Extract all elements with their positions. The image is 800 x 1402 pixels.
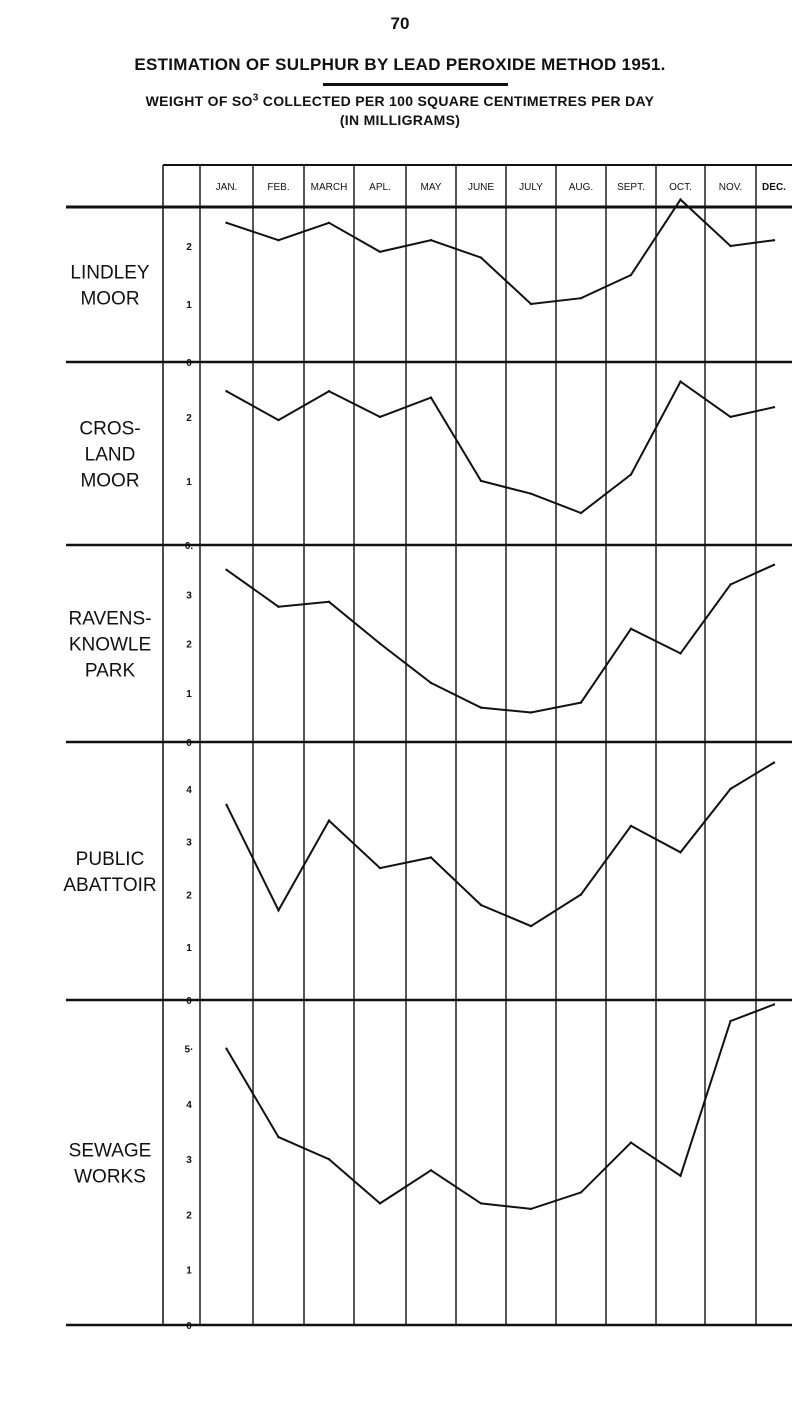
data-point <box>630 1141 632 1143</box>
month-label: JUNE <box>467 182 495 193</box>
data-point <box>225 390 227 392</box>
data-point <box>580 512 582 514</box>
y-tick-label: 3 <box>186 1155 192 1167</box>
data-point <box>630 825 632 827</box>
y-tick-label: 2 <box>186 639 192 651</box>
data-point <box>679 380 681 382</box>
data-point <box>530 303 532 305</box>
data-point <box>679 652 681 654</box>
data-point <box>530 1208 532 1210</box>
data-point <box>430 1169 432 1171</box>
month-label: DEC. <box>762 182 786 193</box>
y-tick-label: 4 <box>186 1099 192 1111</box>
month-label: MAY <box>420 182 442 193</box>
month-label: APL. <box>369 182 391 193</box>
data-point <box>379 642 381 644</box>
month-label: JAN. <box>215 182 238 193</box>
y-tick-label: 1 <box>186 1265 192 1277</box>
y-tick-label: 0 <box>186 358 192 369</box>
subtitle-units: (IN MILLIGRAMS) <box>339 112 461 128</box>
data-point <box>277 239 279 241</box>
y-tick-label: 2 <box>186 412 192 424</box>
y-tick-label: 1 <box>186 300 192 311</box>
y-tick-label: 0 <box>186 738 192 749</box>
data-point <box>430 682 432 684</box>
data-point <box>580 297 582 299</box>
data-point <box>277 419 279 421</box>
data-point <box>480 706 482 708</box>
data-point <box>729 245 731 247</box>
subtitle-prefix: WEIGHT OF SO <box>145 93 253 109</box>
y-tick-label: 0. <box>184 541 194 552</box>
month-label: MARCH <box>310 182 348 193</box>
y-tick-label: 2 <box>186 1210 192 1222</box>
y-tick-label: 3 <box>186 837 192 849</box>
data-point <box>530 493 532 495</box>
data-point <box>379 867 381 869</box>
y-tick-label: 1 <box>186 943 192 955</box>
series-line <box>227 1005 775 1209</box>
data-point <box>225 569 227 571</box>
month-label: NOV. <box>718 182 743 193</box>
y-tick-label: 0 <box>186 1321 192 1332</box>
data-point <box>225 222 227 224</box>
station-label: PUBLIC ABATTOIR <box>63 849 157 896</box>
data-point <box>773 564 775 566</box>
data-point <box>480 904 482 906</box>
data-point <box>225 1048 227 1050</box>
data-point <box>480 480 482 482</box>
data-point <box>729 1020 731 1022</box>
data-point <box>630 473 632 475</box>
y-tick-label: 1 <box>186 688 192 700</box>
data-point <box>580 701 582 703</box>
page-number: 70 <box>390 14 410 33</box>
data-point <box>630 274 632 276</box>
y-tick-label: 2 <box>186 890 192 902</box>
data-point <box>773 239 775 241</box>
data-point <box>480 256 482 258</box>
y-tick-label: 4 <box>186 784 192 796</box>
subtitle-sup: 3 <box>252 92 259 104</box>
station-label: RAVENS-KNOWLE PARK <box>68 608 152 682</box>
station-label: LINDLEY MOOR <box>70 262 150 310</box>
month-label: SEPT. <box>617 182 645 193</box>
month-label: FEB. <box>267 182 290 193</box>
data-point <box>277 1136 279 1138</box>
data-point <box>729 416 731 418</box>
series-line <box>227 763 775 927</box>
data-point <box>773 406 775 408</box>
data-point <box>580 1191 582 1193</box>
data-point <box>729 583 731 585</box>
data-point <box>225 804 227 806</box>
data-point <box>430 396 432 398</box>
y-tick-label: 5· <box>184 1044 194 1056</box>
data-point <box>679 851 681 853</box>
data-point <box>328 1158 330 1160</box>
series-line <box>227 200 775 304</box>
station-label: SEWAGE WORKS <box>68 1140 152 1188</box>
y-tick-label: 1 <box>186 476 192 488</box>
chart-title: ESTIMATION OF SULPHUR BY LEAD PEROXIDE METHOD 1951. <box>134 55 666 74</box>
data-point <box>328 819 330 821</box>
data-point <box>328 222 330 224</box>
y-tick-label: 0 <box>186 996 192 1007</box>
month-label: OCT. <box>669 182 692 193</box>
data-point <box>480 1202 482 1204</box>
data-point <box>530 925 532 927</box>
data-point <box>773 761 775 763</box>
data-point <box>430 856 432 858</box>
data-point <box>277 606 279 608</box>
data-point <box>379 1202 381 1204</box>
y-tick-label: 3 <box>186 590 192 602</box>
data-point <box>679 198 681 200</box>
data-point <box>530 711 532 713</box>
data-point <box>679 1175 681 1177</box>
subtitle-suffix: COLLECTED PER 100 SQUARE CENTIMETRES PER DAY <box>258 93 655 109</box>
data-point <box>328 601 330 603</box>
data-point <box>580 893 582 895</box>
data-point <box>630 628 632 630</box>
data-point <box>430 239 432 241</box>
station-label: CROS-LAND MOOR <box>79 418 141 492</box>
data-point <box>328 390 330 392</box>
series-line <box>227 565 775 713</box>
data-point <box>729 788 731 790</box>
data-point <box>379 416 381 418</box>
data-point <box>277 909 279 911</box>
data-point <box>773 1003 775 1005</box>
data-point <box>379 251 381 253</box>
month-label: AUG. <box>568 182 594 193</box>
y-tick-label: 2 <box>186 242 192 253</box>
series-line <box>227 382 775 513</box>
month-label: JULY <box>519 182 543 193</box>
